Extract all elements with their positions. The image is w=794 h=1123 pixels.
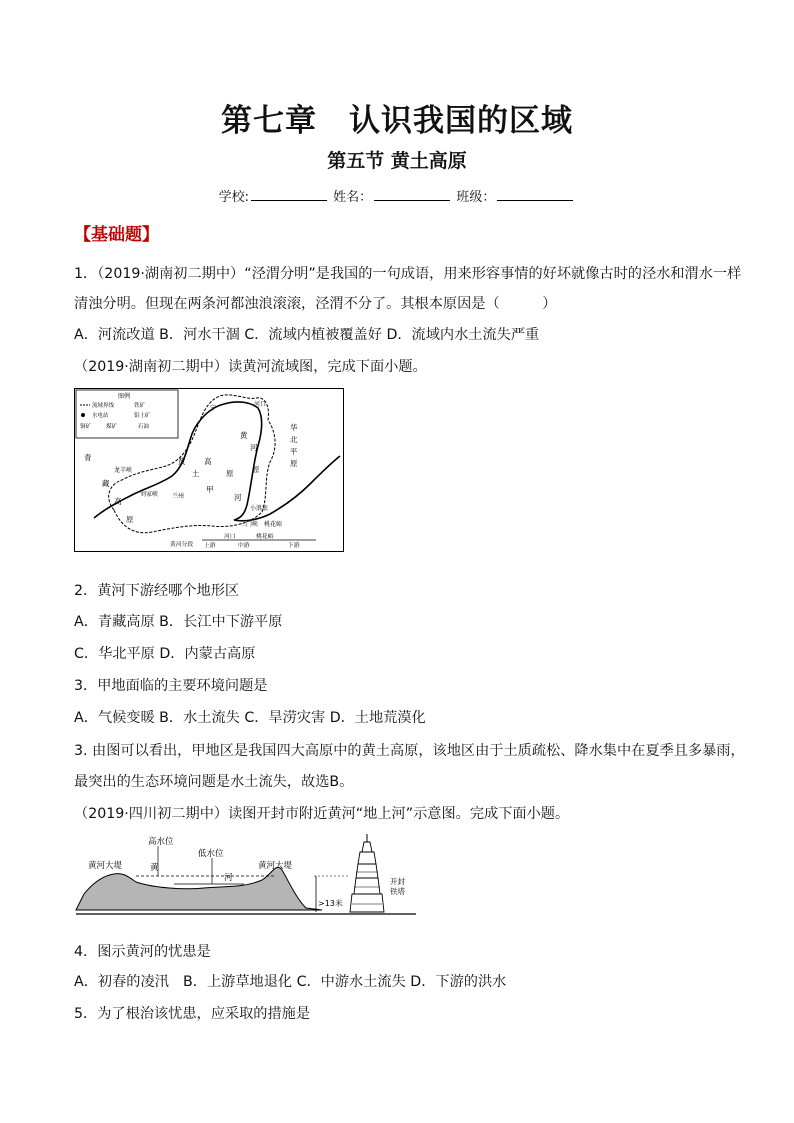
map-label: 华 <box>290 423 298 432</box>
map-label: 小浪底 <box>250 505 269 512</box>
question-4: 4．图示黄河的忧患是 <box>74 944 211 960</box>
map-label: 桃花峪 <box>264 521 283 528</box>
map-label: 河口 <box>254 401 267 408</box>
map-label: 藏 <box>102 479 110 488</box>
svg-text:河口: 河口 <box>224 534 236 540</box>
map-label: 兰州 <box>172 493 185 500</box>
kaifeng-iron-pagoda <box>350 834 384 912</box>
map-label: 原 <box>226 469 234 478</box>
name-blank <box>374 188 450 201</box>
map-label: 刘家峡 <box>140 491 159 498</box>
map-intro: （2019·湖南初二期中）读黄河流域图，完成下面小题。 <box>74 359 427 375</box>
levee-intro: （2019·四川初二期中）读图开封市附近黄河“地上河”示意图。完成下面小题。 <box>74 806 570 822</box>
map-label: 河 <box>234 493 242 502</box>
legend-coal: 煤矿 <box>106 424 118 430</box>
map-label: 龙羊峡 <box>114 467 133 474</box>
legend-oil: 石油 <box>138 424 150 430</box>
map-label: 平 <box>290 447 298 456</box>
question-1-options: A．河流改道 B．河水干涸 C．流域内植被覆盖好 D．流域内水土流失严重 <box>74 327 540 343</box>
question-4-options: A．初春的凌汛 B．上游草地退化 C．中游水土流失 D．下游的洪水 <box>74 974 507 990</box>
legend-iron: 铁矿 <box>134 403 146 409</box>
river-char-he: 河 <box>224 873 233 883</box>
student-info <box>0 186 794 205</box>
question-5: 5．为了根治该忧患，应采取的措施是 <box>74 1006 311 1022</box>
map-legend <box>76 390 178 438</box>
svg-text:中游: 中游 <box>238 543 250 549</box>
answer-3-line-2: 最突出的生态环境问题是水土流失，故选B。 <box>74 774 354 790</box>
svg-text:下游: 下游 <box>288 543 300 549</box>
map-label: 高 <box>114 497 122 506</box>
legend-copper: 铜矿 <box>80 424 92 430</box>
legend-bauxite: 铝土矿 <box>134 413 151 419</box>
kaifeng-label: 开封 <box>390 877 405 886</box>
svg-text:桃花峪: 桃花峪 <box>256 534 274 540</box>
question-1-line-2: 清浊分明。但现在两条河都浊浪滚滚，泾渭不分了。其根本原因是（ ） <box>74 296 557 312</box>
map-label: 土 <box>192 469 200 478</box>
high-water-label: 高水位 <box>148 837 174 847</box>
question-3: 3．甲地面临的主要环境问题是 <box>74 678 268 694</box>
legend-boundary: 流域界线 <box>92 403 115 409</box>
name-label: 姓名： <box>333 190 373 205</box>
class-label: 班级： <box>456 190 496 205</box>
levee-left-label: 黄河大堤 <box>88 861 123 871</box>
map-label: 北 <box>290 435 298 444</box>
question-2-options-cd: C．华北平原 D．内蒙古高原 <box>74 646 256 662</box>
school-label: 学校: <box>218 190 250 205</box>
iron-tower-label: 铁塔 <box>390 887 405 896</box>
svg-text:上游: 上游 <box>204 543 216 549</box>
legend-hydro: 水电站 <box>92 413 109 419</box>
section-title: 第五节 黄土高原 <box>327 150 467 172</box>
question-3-options: A．气候变暖 B．水土流失 C．旱涝灾害 D．土地荒漠化 <box>74 710 426 726</box>
map-label: 原 <box>126 515 134 524</box>
map-label: 黄 <box>178 457 186 466</box>
category-heading: 【基础题】 <box>74 225 159 245</box>
above-ground-river-diagram <box>74 832 418 918</box>
map-label: 黄 <box>240 431 248 440</box>
levee-right-label: 黄河大堤 <box>258 861 293 871</box>
map-label: 原 <box>252 465 260 474</box>
map-label: 高 <box>204 457 212 466</box>
yellow-river-basin-map <box>74 388 344 552</box>
map-label: 宁 <box>210 405 217 412</box>
map-label: 青 <box>84 453 92 462</box>
map-label: 河 <box>250 443 258 452</box>
low-water-label: 低水位 <box>198 849 224 859</box>
height-label: >13米 <box>318 899 343 908</box>
answer-3-line-1: 3. 由图可以看出，甲地区是我国四大高原中的黄土高原，该地区由于土质疏松、降水集中在夏季且多暴雨， <box>74 743 745 759</box>
question-1-line-1: 1．（2019·湖南初二期中）“泾渭分明”是我国的一句成语，用来形容事情的好坏就像古时的泾水和渭水一样 <box>74 266 742 282</box>
map-label: 原 <box>290 459 298 468</box>
class-blank <box>497 188 573 201</box>
question-2-options-ab: A．青藏高原 B．长江中下游平原 <box>74 614 283 630</box>
riverbed-profile <box>76 867 322 910</box>
map-label: 三门峡 <box>240 521 259 528</box>
school-blank <box>251 188 327 201</box>
question-2: 2．黄河下游经哪个地形区 <box>74 583 240 599</box>
svg-text:黄河分段: 黄河分段 <box>170 542 194 548</box>
chapter-title: 第七章 认识我国的区域 <box>221 103 573 139</box>
legend-title: 图例 <box>118 393 131 400</box>
map-label: 甲 <box>206 485 214 494</box>
river-char-huang: 黄 <box>150 863 159 873</box>
